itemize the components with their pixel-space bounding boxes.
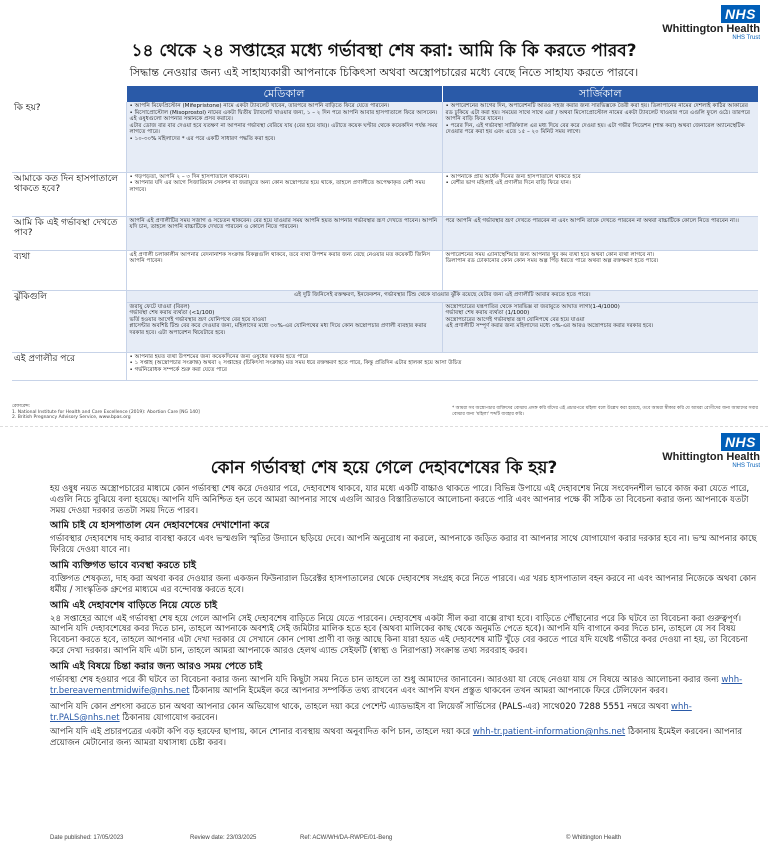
option-text-part: গর্ভাবস্থা শেষ হওয়ার পরে কী ঘটবে তা বিবেচনা করার জন্য আপনি যদি কিছুটা সময় নিতে চান তাহলে তা শুধু আমাদের জানাবেন। আরওয়া যা বেছে নেওয়া যায় সে বিষয়ে আরও আলোচনা করার জন্য <box>50 674 719 685</box>
column-header-medical: মেডিকাল <box>126 86 442 102</box>
medical-cell <box>126 172 442 216</box>
risks-shared-cell: এই দুটি জিনিসেই রক্তক্ষরণ, ইনফেকশন, গর্ভাবস্থার টিশু থেকে যাওয়ার ঝুঁকি রয়েছে যেটার জন্য এই প্রণালীটি আবার করতে হতে পারে। <box>126 290 758 302</box>
section-title: কোন গর্ভাবস্থা শেষ হয়ে গেলে দেহাবশেষের কি হয়? <box>210 458 558 478</box>
table-row <box>12 172 758 216</box>
cell-line: • ১০-৩০% মহিলাদের * এর পরে একটি সাধারণ পদ্ধতি করা হবে। <box>129 135 276 142</box>
contact-translation <box>50 727 760 749</box>
option-text-part: ঠিকানায় আপনি ইমেইল করে আপনার সম্পর্কিত তথ্য রাখবেন এবং আপনি যখন প্রস্তুত থাকবেন তখন আমরা আপনাকে ফিরে টেলিফোন করব। <box>192 685 668 696</box>
table-row <box>12 250 758 290</box>
cell-line: • আপনার হয়ত ব্যথা উপশমের জন্য কয়েকদিনের জন্য ওষুধের দরকার হতে পারে <box>129 353 308 360</box>
row-heading: কি হয়? <box>12 102 126 172</box>
after-procedure-cell <box>126 352 758 380</box>
contact-text: আপনি যদি কোন প্রশংসা করতে চান অথবা আপনার কোন অভিযোগ থাকে, তাহলে দয়া করে পেশেন্ট এ্যাডভাইস বা লিয়েজঁ সার্ভিসের (PALS-এর) সাথে020 7288 5551 নম্বরে অথবা <box>50 702 669 713</box>
comparison-table <box>12 86 758 381</box>
medical-cell <box>126 216 442 250</box>
cell-line: আপনি এই প্রণালীটির সময় সজাগ ও সচেতন থাকবেন। বের হয়ে যাওয়ার সময় আপনি হয়ত আপনার গর্ভাবস্থার ভ্রূণ দেখতে পাবেন। আপনি যদি চান, তাহলে আপনি বাচ্চাটিকে দেখতে পারবেন ও কোলে নিতে পারবেন। <box>129 217 438 231</box>
cell-line: পরে আপনি এই গর্ভাবস্থার ভ্রূণ দেখতে পারবেন না এবং আপনি তাকে দেখতে পারবেন না অথবা বাচ্চাটিকে কোলে নিতে পারবেন না।। <box>445 217 739 224</box>
row-heading: ব্যথা <box>12 250 126 290</box>
references <box>12 404 372 421</box>
option-heading: আমি চাই যে হাসপাতাল যেন দেহাবশেষের দেখাশোনা করে <box>50 520 270 532</box>
cell-line: • গর্ভনিরোধক সম্পর্কে শুরু করা যেতে পারে <box>129 366 227 373</box>
table-row <box>12 352 758 380</box>
references-label: রেফারেন্স: <box>12 404 31 409</box>
option-heading: আমি এই দেহাবশেষ বাড়িতে নিয়ে যেতে চাই <box>50 599 218 611</box>
page-title: ১৪ থেকে ২৪ সপ্তাহের মধ্যে গর্ভাবস্থা শেষ করা: আমি কি কি করতে পারব? <box>131 41 637 61</box>
contact-text: ঠিকানায় ইমেইল করবেন। আপনার প্রয়োজন মেটানোর জন্য আমরা যথাসাধ্য চেষ্টা করব। <box>50 726 743 748</box>
table-row <box>12 290 758 302</box>
row-heading: আমাকে কত দিন হাসপাতালে থাকতে হবে? <box>12 172 126 216</box>
nhs-logo: NHS <box>721 433 760 451</box>
cell-line: গর্ভাবস্থা শেষ করায় ব্যর্থতা (1/1000) <box>445 310 530 317</box>
contact-text: আপনি যদি এই প্রচারপত্রের একটা কপি বড় হরফের ছাপায়, কানে শোনার ব্যবস্থায় অথবা অনুবাদিত কপি চান, তাহলে দয়া করে <box>50 726 471 737</box>
org-trust: NHS Trust <box>732 463 760 469</box>
surgical-cell <box>442 172 758 216</box>
page-subtitle: সিদ্ধান্ত নেওয়ার জন্য এই সাহায্যকারী আপনাকে চিকিৎসা অথবা অস্ত্রোপচারের মধ্যে বেছে নিতে সাহায্য করতে পারবে। <box>129 66 639 79</box>
reference-item: 2. British Pregnancy Advisory Service, www.bpas.org <box>12 415 131 420</box>
cell-line: • ১ সপ্তাহ (অস্ত্রোপচার সংক্রান্ত) অথবা ২ সপ্তাহের (চিকিৎসা সংক্রান্ত) মত সময় ধরে রক্তক্ষরণ হতে পারে, কিন্তু প্রতিদিন এটার হালকা হয়ে আসা উচিত <box>129 360 462 367</box>
column-header-surgical: সার্জিকাল <box>442 86 758 102</box>
contact-pals <box>50 702 760 724</box>
cell-line: • গড়পড়তা, আপনি ২ – ৩ দিন হাসপাতালে থাকবেন। <box>129 173 250 180</box>
option-text <box>50 675 760 697</box>
copyright: © Whittington Health <box>566 835 622 841</box>
cell-line: অস্ত্রোপচারের যন্ত্রপাতির থেকে সারভিক্স বা জরায়ুতে আঘাত লাগা(1-4/1000) <box>445 303 620 310</box>
intro-paragraph: হয় ওষুধ নয়ত অস্ত্রোপচারের মাধ্যমে কোন গর্ভাবস্থা শেষ করে দেওয়ার পরে, দেহাবশেষ থাকবে, যার মধ্যে একটি বাচ্চাও থাকতে পারে। বিভিন্ন উপায়ে এই দেহাবশেষ নিয়ে সংবেদনশীল ভাবে কাজ করা যেতে পারে, এগুলি নিচে বুঝিয়ে বলা হয়েছে। আপনি যদি অনিশ্চিত হন তবে আমরা আপনার সাথে এগুলি আরও বিস্তারিতভাবে আলোচনা করতে পারি এবং আপনার পক্ষে কী সঠিক তা বিবেচনা করার জন্য আপনাকে যতটা সময় দেওয়া দরকার ততটা সময় দিতে পারব। <box>50 484 750 516</box>
cell-line: প্লাসেন্টার অবশিষ্ট টিশু বের করে দেওয়ার জন্য, মহিলাদের মধ্যে ৩০%-এর যোনিপথের মধ্য দিয়ে কোন অস্ত্রোপচার প্রণালী ব্যবহার করার দরকার হবে। এটা অপারেশন থিয়েটারে হবে। <box>129 323 427 336</box>
row-heading: আমি কি এই গর্ভাবস্থা দেখতে পাব? <box>12 216 126 250</box>
surgical-cell <box>442 302 758 352</box>
cell-line: • বেশীর ভাগ মহিলাই এই প্রণালীর দিনে বাড়ি ফিরে যান। <box>445 180 571 187</box>
cell-line: • পরের দিন, এই গর্ভাবস্থা সার্জিক্যাল এর মধ্য দিয়ে বের করে দেওয়া হয়। এটা গভীর সিডেশন (শান্ত করা) অথবা জেনারেল অ্যানেস্থেটিক দেওয়ার পরে করা হয় এবং এতে ১৫ – ২০ মিনিট সময় লাগে। <box>445 122 745 136</box>
table-corner <box>12 86 126 102</box>
option-heading: আমি এই বিষয়ে চিন্তা করার জন্য আরও সময় পেতে চাই <box>50 660 263 672</box>
surgical-cell <box>442 250 758 290</box>
option-heading: আমি ব্যক্তিগত ভাবে ব্যবস্থা করতে চাই <box>50 559 196 571</box>
cell-line: এটার ডোজ বার বার দেওয়া হবে যতক্ষণ না আপনার গর্ভাবস্থা বেরিয়ে যায় (বের হয়ে যায়)। এটাতে কয়েক ঘণ্টার থেকে কয়েকদিন পর্যন্ত সময় লাগতে পারে। <box>129 122 438 136</box>
nhs-logo: NHS <box>721 5 760 23</box>
org-name: Whittington Health <box>662 451 760 463</box>
cell-line: • আপনার যদি এর আগে সিজারিয়ান সেকশন বা জরায়ুতে অন্য কোন অস্ত্রোপচার হয়ে থাকে, তাহলে প্রণালীতে অপেক্ষাকৃত বেশী সময় লাগবে। <box>129 180 426 193</box>
cell-line: • অপারেশনের আগের দিন, অপারেশনটি আরও সহজ করার জন্য সারভিক্সকে তৈরী করা হয়। ডিলাপানের নামের দেশলাই কাঠির আকারের রড ঢুকিয়ে এটা করা হয়। সময়ের সাথে সাথে এরা / অথবা মিসোপ্রোস্টোল নামের একটা ট্যাবলেট খাওয়ার পরে এগুলি ফুলে ওঠে। তারপরে আপনি বাড়ি ফিরে যাবেন। <box>445 103 751 123</box>
cell-line: অস্ত্রোপচারের আগেই গর্ভাবস্থার ভ্রূণ যোনিপথে বের হয়ে যাওয়া <box>445 316 585 323</box>
option-text: ২৪ সপ্তাহের আগে এই গর্ভাবস্থা শেষ হয়ে গেলে আপনি সেই দেহাবশেষ বাড়িতে নিয়ে যেতে পারবেন। দেহাবশেষ একটা সীল করা বাক্সে রাখা হবে। বাড়িতে পৌঁছানোর পরে কি ঘটবে তা বিবেচনা করা গুরুত্বপূর্ণ। আপনি যদি দেহাবশেষের কবর দিতে চান, তাহলে আপনাকে অবশ্যই সেই জমিটার মালিক হতে হবে (অথবা মালিকের কাছ থেকে অনুমতি পেতে হবে)। আপনি যদি বাগানে কবর দিতে চান, তাহলে যে সব বিষয় বিবেচনা করতে হবে, তাহলে আপনার এটা দেখা দরকার যে সেখানে কোন পোষা প্রাণী বা জন্তু আছে কিনা যারা হয়ত এই দেহাবশেষ মাটি খুঁড়ে বের করতে পারে যদি যথেষ্ট গভীরে কবর দেওয়া না হয়, তা বিবেচনা করে দেখা দরকার। আপনি যদি এটা চান, তাহলে আমরা আপনাকে আরও হেলথ এ্যান্ড সেইফটি (স্বাস্থ্য ও নিরাপত্তা) সংক্রান্ত তথ্য সরবরাহ করব। <box>50 613 748 656</box>
footnote: * আমরা সব অস্ত্রোপচার ব্যক্তিদের বোঝায় প্রসঙ্গ করি যাঁদের এই প্রচারপত্রে মহিলা বলে উল্লেখ করা হয়েছে, তবে আমরা স্বীকার করি যে আমরা রোগীদের জন্য আমাদের সবার বোঝার জন্য 'মহিলা' শব্দটি ব্যবহার করি। <box>452 406 758 417</box>
pals-email-link[interactable]: whh-tr.PALS@nhs.net <box>50 702 692 724</box>
option-text: ব্যক্তিগত শেষকৃত্য, দাহ করা অথবা কবর দেওয়ার জন্য একজন ফিউনারাল ডিরেক্টর হাসপাতালের থেকে দেহাবশেষ সংগ্রহ করে নিতে পারবে। এর খরচ হাসপাতাল বহন করবে না এবং আপনার নিজেকে অথবা কোন ধর্মীয় / সাংস্কৃতিক গ্রুপের মাধ্যমে এর বন্দোবস্ত করতে হবে। <box>50 573 757 595</box>
cell-line: ডিলাপান রড ঢোকানোর কোন কোন সময় অল্প পিঁড় ধরতে পারে অথবা অল্প রক্তক্ষরণ হতে পারে। <box>445 258 659 265</box>
surgical-cell <box>442 102 758 172</box>
date-published: Date published: 17/05/2023 <box>50 835 124 841</box>
bereavement-email-link[interactable]: whh-tr.bereavementmidwife@nhs.net <box>50 674 743 696</box>
table-row <box>12 102 758 172</box>
cell-line: অপারেশনের সময় এ্যানাস্থেশিয়ার জন্য আপনার খুব কম ব্যথা হবে অথবা কোন ব্যথা লাগবে না। <box>445 251 655 258</box>
cell-line: • মিসোপ্রোস্টোল (Misoprostol) নামের একটা দ্বিতীয় ট্যাবলেট খাওয়ার জন্য, ১ – ২ দিন পরে আপনি আবার হাসপাতালে ফিরে আসবেন। এই ওষুধগুলো আপনার সন্তানকে প্রসব করাবে। <box>129 109 438 123</box>
remains-info <box>50 484 760 752</box>
cell-line: • আপনাকে প্রায় অর্ধেক দিনের জন্য হাসপাতালে থাকতে হবে <box>445 173 581 180</box>
medical-cell <box>126 250 442 290</box>
surgical-cell <box>442 216 758 250</box>
reference-item: 1. National Institute for Health and Care Excellence (2019): Abortion Care [NG 140] <box>12 409 200 415</box>
reference-code: Ref: ACW/WH/DA-RWPE/01-Beng <box>300 835 393 841</box>
patient-info-email-link[interactable]: whh-tr.patient-information@nhs.net <box>472 726 626 737</box>
cell-line: ভর্তি হওয়ার আগেই গর্ভাবস্থার ভ্রূণ যোনিপথে বের হয়ে যাওয়া <box>129 316 267 323</box>
medical-cell <box>126 302 442 352</box>
page-divider <box>0 426 768 427</box>
contact-text: ঠিকানায় যোগাযোগ করবেন। <box>122 713 218 724</box>
row-heading: এই প্রণালীর পরে <box>12 352 126 380</box>
table-header-row <box>12 86 758 102</box>
table-row <box>12 216 758 250</box>
review-date: Review date: 23/03/2025 <box>190 835 257 841</box>
cell-line: গর্ভাবস্থা শেষ করায় ব্যর্থতা (<1/100) <box>129 310 215 317</box>
medical-cell <box>126 102 442 172</box>
cell-line: এই প্রণালীটি সম্পূর্ণ করার জন্য মহিলাদের মধ্যে ৩%-এর আরও অস্ত্রোপচার করার দরকার হবে। <box>445 323 654 330</box>
cell-line: • আপনি মিফেপ্রিস্টোন (Mifepristone) নামে একটা ট্যাবলেট খাবেন, তারপরে আপনি বাড়িতে ফিরে যেতে পারবেন। <box>129 103 390 109</box>
cell-line: এই প্রণালী চলাকালীন আপনার বেদনানাশক সংক্রান্ত বিকল্পগুলি থাকবে, তবে ব্যথা উপশম করার জন্য বেছে নেওয়ার মত কয়েকটি জিনিস আপনি পাবেন। <box>129 251 431 265</box>
option-text: গর্ভাবস্থার দেহাবশেষ দাহ করার ব্যবস্থা করবে এবং ভস্মগুলি স্মৃতির উদ্যানে ছড়িয়ে দেবে। আপনি অনুরোধ না করলে, আপনাকে জড়িত করার বা আপনার সাথে যোগাযোগ করার দরকার হবে না। ভস্ম আপনার কাছে ফিরিয়ে দেওয়া যাবে না। <box>50 534 757 556</box>
row-heading: ঝুঁকিগুলি <box>12 290 126 352</box>
org-name: Whittington Health <box>662 23 760 35</box>
org-trust: NHS Trust <box>732 35 760 41</box>
cell-line: জরায়ু ফেটে যাওয়া (বিরল) <box>129 303 190 310</box>
nhs-header-top <box>662 4 760 42</box>
